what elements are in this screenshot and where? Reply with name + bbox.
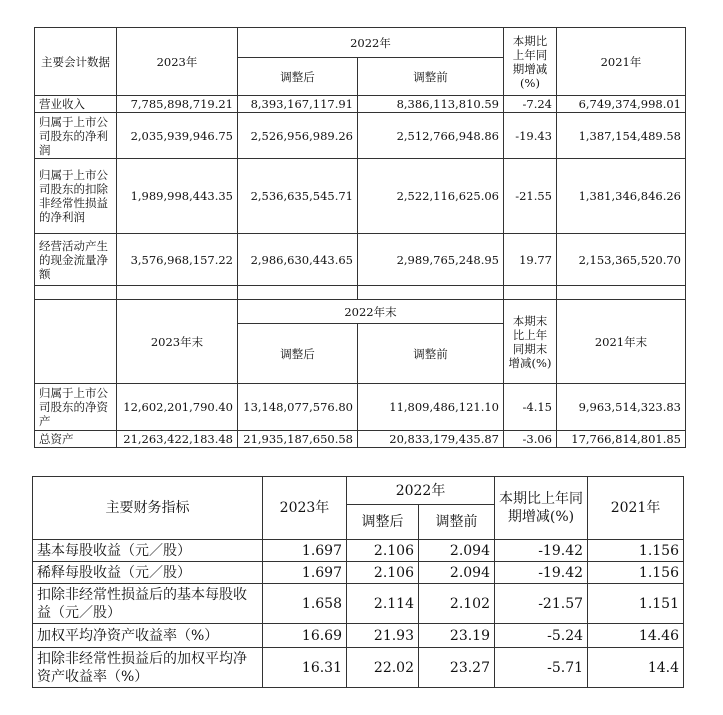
cell-change: -3.06 [504, 431, 557, 448]
cell-adjusted-before: 2,512,766,948.86 [358, 113, 504, 159]
cell-2023: 1.697 [263, 540, 347, 562]
cell-change: -21.57 [495, 584, 588, 624]
cell-2021: 14.4 [588, 648, 684, 688]
row-label: 基本每股收益（元／股） [33, 540, 263, 562]
header-2023-end: 2023年末 [117, 300, 238, 384]
cell-adjusted-before: 2,522,116,625.06 [358, 159, 504, 234]
cell-adjusted-before: 23.27 [419, 648, 495, 688]
cell-2021: 9,963,514,323.83 [557, 384, 686, 431]
header-2023: 2023年 [117, 28, 238, 96]
header-2023: 2023年 [263, 477, 347, 540]
row-label: 归属于上市公司股东的净资产 [35, 384, 117, 431]
row-label: 扣除非经常性损益后的基本每股收益（元／股） [33, 584, 263, 624]
blank-cell [35, 286, 117, 300]
cell-adjusted-before: 8,386,113,810.59 [358, 96, 504, 113]
cell-adjusted-after: 2.106 [347, 562, 419, 584]
cell-2023: 12,602,201,790.40 [117, 384, 238, 431]
blank-row [35, 286, 686, 300]
cell-2023: 21,263,422,183.48 [117, 431, 238, 448]
header-adjusted-before: 调整前 [358, 324, 504, 384]
cell-change: -19.42 [495, 562, 588, 584]
cell-adjusted-after: 22.02 [347, 648, 419, 688]
cell-adjusted-after: 2.106 [347, 540, 419, 562]
row-label: 归属于上市公司股东的净利润 [35, 113, 117, 159]
header-change-end: 本期末比上年同期末增减(%) [504, 300, 557, 384]
cell-2023: 1,989,998,443.35 [117, 159, 238, 234]
cell-change: -19.43 [504, 113, 557, 159]
header-change: 本期比上年同期增减(%) [495, 477, 588, 540]
header-item: 主要财务指标 [33, 477, 263, 540]
header-adjusted-before: 调整前 [358, 58, 504, 96]
header-2021-end: 2021年末 [557, 300, 686, 384]
cell-2021: 1.156 [588, 540, 684, 562]
cell-adjusted-after: 2,536,635,545.71 [238, 159, 358, 234]
cell-adjusted-after: 21.93 [347, 624, 419, 648]
cell-change: -7.24 [504, 96, 557, 113]
cell-change: -5.71 [495, 648, 588, 688]
header-2021: 2021年 [588, 477, 684, 540]
blank-cell [117, 286, 238, 300]
cell-adjusted-after: 2,986,630,443.65 [238, 234, 358, 286]
cell-2023: 3,576,968,157.22 [117, 234, 238, 286]
cell-2023: 16.69 [263, 624, 347, 648]
row-label: 归属于上市公司股东的扣除非经常性损益的净利润 [35, 159, 117, 234]
cell-adjusted-after: 2,526,956,989.26 [238, 113, 358, 159]
header-2022-end: 2022年末 [238, 300, 504, 324]
cell-2021: 6,749,374,998.01 [557, 96, 686, 113]
cell-adjusted-before: 11,809,486,121.10 [358, 384, 504, 431]
cell-2021: 1.151 [588, 584, 684, 624]
table-header-row [33, 477, 684, 505]
table-row [35, 96, 686, 113]
cell-2023: 2,035,939,946.75 [117, 113, 238, 159]
header-adjusted-after: 调整后 [238, 324, 358, 384]
cell-adjusted-after: 21,935,187,650.58 [238, 431, 358, 448]
cell-adjusted-before: 2.102 [419, 584, 495, 624]
cell-adjusted-before: 23.19 [419, 624, 495, 648]
cell-2023: 16.31 [263, 648, 347, 688]
table-header-row [35, 28, 686, 58]
cell-2023: 1.658 [263, 584, 347, 624]
blank-cell [557, 286, 686, 300]
header-adjusted-after: 调整后 [347, 505, 419, 540]
table-row [35, 159, 686, 234]
cell-adjusted-after: 2.114 [347, 584, 419, 624]
row-label: 经营活动产生的现金流量净额 [35, 234, 117, 286]
blank-cell [238, 286, 358, 300]
header-item: 主要会计数据 [35, 28, 117, 96]
table-row [35, 113, 686, 159]
header-2021: 2021年 [557, 28, 686, 96]
cell-change: -19.42 [495, 540, 588, 562]
financial-indicators-table [32, 476, 684, 688]
header-2022: 2022年 [238, 28, 504, 58]
table-row [33, 584, 684, 624]
table-row [33, 562, 684, 584]
table-row [33, 648, 684, 688]
header-adjusted-before: 调整前 [419, 505, 495, 540]
header-blank [35, 300, 117, 384]
row-label: 营业收入 [35, 96, 117, 113]
cell-adjusted-after: 8,393,167,117.91 [238, 96, 358, 113]
table-row [35, 384, 686, 431]
cell-2023: 1.697 [263, 562, 347, 584]
cell-2021: 2,153,365,520.70 [557, 234, 686, 286]
table-row [35, 234, 686, 286]
cell-2021: 1,381,346,846.26 [557, 159, 686, 234]
cell-adjusted-before: 2.094 [419, 540, 495, 562]
table-row [33, 624, 684, 648]
header-adjusted-after: 调整后 [238, 58, 358, 96]
row-label: 总资产 [35, 431, 117, 448]
row-label: 加权平均净资产收益率（%） [33, 624, 263, 648]
cell-2021: 1.156 [588, 562, 684, 584]
table-row [35, 431, 686, 448]
cell-2021: 17,766,814,801.85 [557, 431, 686, 448]
cell-change: -5.24 [495, 624, 588, 648]
cell-change: -4.15 [504, 384, 557, 431]
blank-cell [504, 286, 557, 300]
cell-2023: 7,785,898,719.21 [117, 96, 238, 113]
row-label: 扣除非经常性损益后的加权平均净资产收益率（%） [33, 648, 263, 688]
cell-adjusted-before: 2,989,765,248.95 [358, 234, 504, 286]
header-change: 本期比上年同期增减(%) [504, 28, 557, 96]
table-header-row [35, 300, 686, 324]
table-row [33, 540, 684, 562]
header-2022: 2022年 [347, 477, 495, 505]
cell-change: 19.77 [504, 234, 557, 286]
cell-2021: 1,387,154,489.58 [557, 113, 686, 159]
cell-adjusted-before: 2.094 [419, 562, 495, 584]
blank-cell [358, 286, 504, 300]
cell-adjusted-after: 13,148,077,576.80 [238, 384, 358, 431]
cell-adjusted-before: 20,833,179,435.87 [358, 431, 504, 448]
row-label: 稀释每股收益（元／股） [33, 562, 263, 584]
accounting-data-table [34, 27, 686, 448]
cell-change: -21.55 [504, 159, 557, 234]
cell-2021: 14.46 [588, 624, 684, 648]
